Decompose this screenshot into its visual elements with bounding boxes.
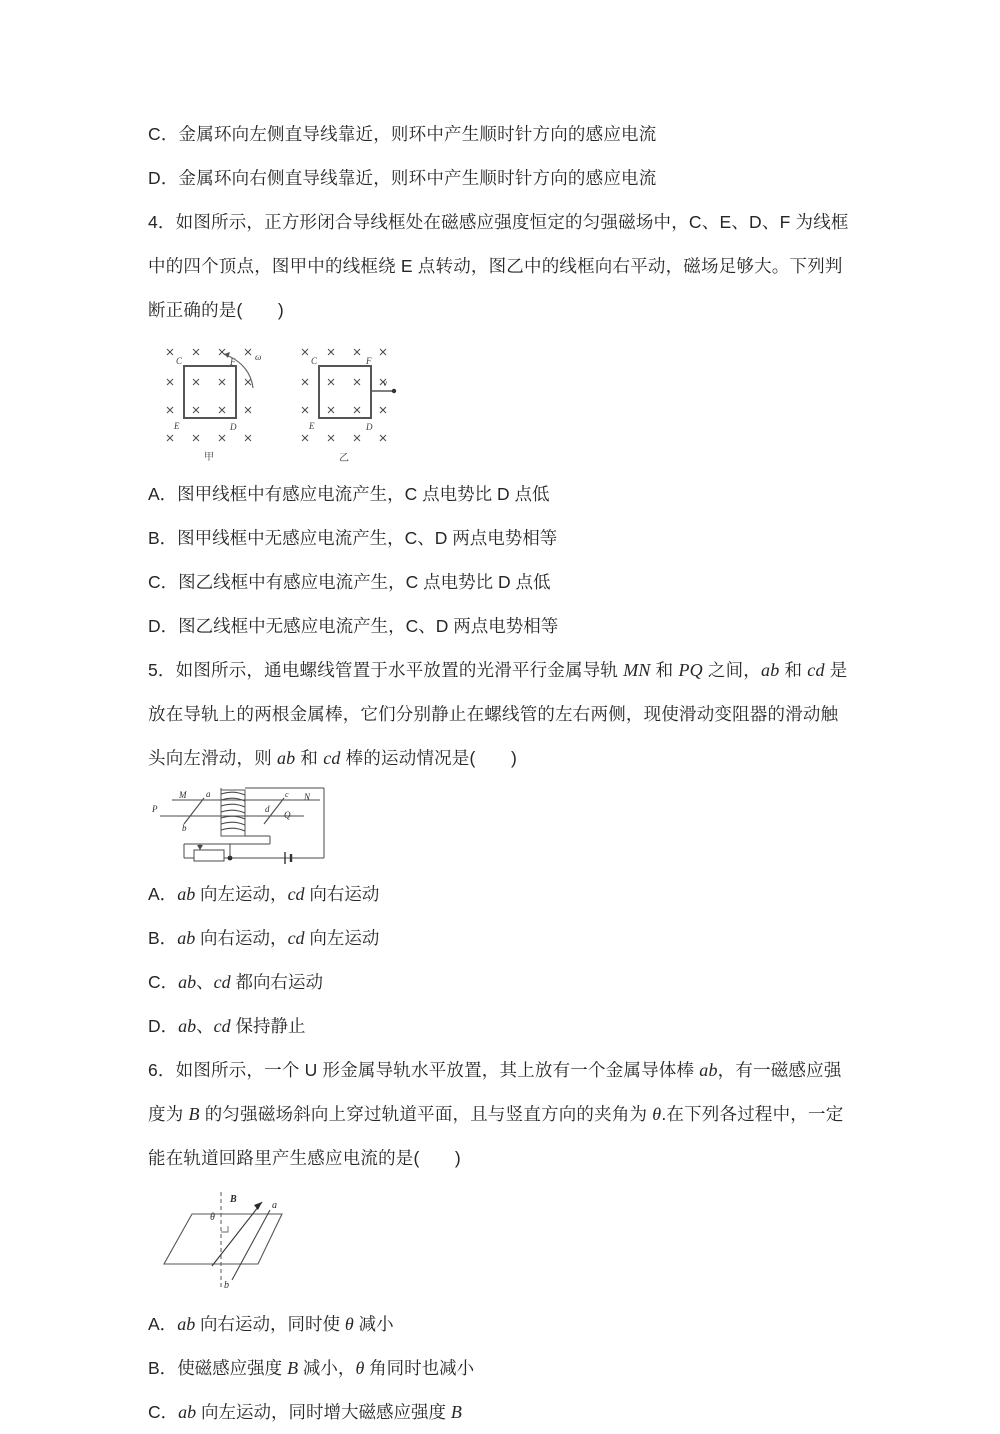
q6-b-tail2: 角同时也减小 [364, 1358, 475, 1378]
label-D-right: D [366, 422, 373, 432]
q6-c-var2: B [450, 1402, 462, 1422]
q5-d-mid: 、 [196, 1016, 214, 1036]
solenoid-circuit-svg [152, 786, 352, 868]
q6-l1-part2: ，有一磁感应强 [717, 1060, 842, 1080]
q5-l3-part1: 头向左滑动，则 [148, 748, 277, 768]
q6-a-var2: θ [344, 1314, 354, 1334]
caption-yi: 乙 [339, 453, 349, 464]
label-Q: Q [284, 810, 291, 820]
q6-var-B: B [188, 1104, 200, 1124]
label-c: c [285, 790, 289, 799]
label-C-left: C [176, 356, 183, 366]
right-angle-marker [221, 1226, 228, 1232]
q6-b-mid: 使磁感应强度 [177, 1358, 288, 1378]
q5-d-tail: 保持静止 [230, 1016, 306, 1036]
q6-c-prefix: C． [148, 1402, 179, 1422]
label-B-field: B [230, 1194, 237, 1205]
option-q6-c [148, 1390, 860, 1434]
q6-l1-part1: 6．如图所示，一个 U 形金属导轨水平放置，其上放有一个金属导体棒 [148, 1060, 700, 1080]
q5-l3-part3: 棒的运动情况是( ) [340, 748, 518, 768]
q5-b-mid: 向右运动， [195, 928, 288, 948]
label-F-left: F [230, 357, 236, 367]
rheostat-slider-arrow [197, 845, 203, 850]
q6-l2-part2: 的匀强磁场斜向上穿过轨道平面，且与竖直方向的夹角为 [199, 1104, 653, 1124]
option-q5-b [148, 916, 860, 960]
question-4-line-1: 4．如图所示，正方形闭合导线框处在磁感应强度恒定的匀强磁场中，C、E、D、F 为线框 [148, 212, 849, 232]
loop-square-left [184, 366, 236, 418]
question-5-line-1 [148, 648, 860, 692]
q6-a-tail: 减小 [353, 1314, 394, 1334]
label-E-left: E [174, 421, 180, 431]
option-q5-c [148, 960, 860, 1004]
q6-var-ab: ab [699, 1060, 718, 1080]
label-omega: ω [255, 352, 262, 362]
q5-b-tail: 向左运动 [304, 928, 380, 948]
q5-l1-part4: 和 [779, 660, 808, 680]
caption-jia: 甲 [204, 452, 214, 463]
q5-b-prefix: B． [148, 928, 178, 948]
option-q5-d [148, 1004, 860, 1048]
q6-b-tail: 减小， [298, 1358, 356, 1378]
label-theta-angle: θ [210, 1212, 215, 1223]
q6-var-theta: θ [652, 1104, 662, 1124]
option-q4-d: D．图乙线框中无感应电流产生，C、D 两点电势相等 [148, 616, 559, 636]
question-4-figure [156, 340, 860, 466]
solenoid-coils [221, 792, 245, 831]
q5-c-var1: ab [178, 972, 197, 992]
label-D-left: D [230, 422, 237, 432]
q5-var-MN: MN [623, 660, 651, 680]
field-arrow-head [254, 1202, 262, 1210]
velocity-arrow-head [392, 389, 396, 393]
q5-var-ab: ab [761, 660, 780, 680]
q5-c-var2: cd [213, 972, 231, 992]
label-a: a [206, 789, 211, 799]
rheostat-body [194, 850, 224, 861]
q5-d-var1: ab [178, 1016, 197, 1036]
q6-c-var1: ab [178, 1402, 197, 1422]
q5-a-mid: 向左运动， [195, 884, 288, 904]
q6-a-prefix: A． [148, 1314, 178, 1334]
rod-ab [184, 798, 204, 824]
label-b-rod: b [224, 1280, 229, 1291]
label-a-rod: a [272, 1200, 277, 1211]
q5-a-prefix: A． [148, 884, 178, 904]
q5-c-prefix: C． [148, 972, 179, 992]
q6-c-mid: 向左运动，同时增大磁感应强度 [196, 1402, 451, 1422]
label-F-right: F [366, 356, 372, 366]
field-loop-diagrams-svg [156, 340, 426, 466]
q5-b-var1: ab [177, 928, 196, 948]
label-b: b [182, 823, 187, 833]
q5-var-cd-2: cd [323, 748, 341, 768]
q6-b-var2: B [287, 1358, 299, 1378]
q6-a-var1: ab [177, 1314, 196, 1334]
option-q6-b [148, 1346, 860, 1390]
question-5-line-2: 放在导轨上的两根金属棒，它们分别静止在螺线管的左右两侧，现使滑动变阻器的滑动触 [148, 704, 839, 724]
label-P: P [152, 804, 158, 814]
label-d: d [265, 804, 270, 814]
rod-ab-line [232, 1210, 270, 1280]
q5-a-var2: cd [287, 884, 305, 904]
u-rail-field-svg [154, 1188, 314, 1296]
option-q3-c: C．金属环向左侧直导线靠近，则环中产生顺时针方向的感应电流 [148, 124, 657, 144]
document-content [148, 112, 860, 1434]
q6-l2-part3: .在下列各过程中，一定 [661, 1104, 844, 1124]
option-q4-a: A．图甲线框中有感应电流产生，C 点电势比 D 点低 [148, 484, 550, 504]
q5-var-PQ: PQ [678, 660, 703, 680]
question-5-line-3 [148, 736, 860, 780]
option-q4-c: C．图乙线框中有感应电流产生，C 点电势比 D 点低 [148, 572, 551, 592]
option-q3-d: D．金属环向右侧直导线靠近，则环中产生顺时针方向的感应电流 [148, 168, 657, 188]
q5-l1-part5: 是 [824, 660, 848, 680]
q5-b-var2: cd [287, 928, 305, 948]
question-4-line-3: 断正确的是( ) [148, 300, 284, 320]
q5-l3-part2: 和 [295, 748, 324, 768]
loop-square-right [319, 366, 371, 418]
label-N: N [304, 792, 311, 802]
question-4-line-2: 中的四个顶点，图甲中的线框绕 E 点转动，图乙中的线框向右平动，磁场足够大。下列判 [148, 256, 843, 276]
q5-a-tail: 向右运动 [304, 884, 380, 904]
option-q6-a [148, 1302, 860, 1346]
label-E-right: E [309, 421, 315, 431]
question-5-figure [152, 786, 860, 868]
q5-var-ab-2: ab [276, 748, 296, 768]
label-v: v [383, 378, 387, 388]
question-6-line-3: 能在轨道回路里产生感应电流的是( ) [148, 1148, 461, 1168]
q6-l2-part1: 度为 [148, 1104, 189, 1124]
question-6-figure [154, 1188, 860, 1296]
label-C-right: C [311, 356, 318, 366]
field-arrow-line [212, 1202, 262, 1266]
q5-l1-part2: 和 [650, 660, 679, 680]
q6-b-prefix: B． [148, 1358, 178, 1378]
q5-c-tail: 都向右运动 [230, 972, 324, 992]
q5-c-mid: 、 [196, 972, 214, 992]
q5-a-var1: ab [177, 884, 196, 904]
q5-d-var2: cd [213, 1016, 231, 1036]
question-6-line-1 [148, 1048, 860, 1092]
q5-d-prefix: D． [148, 1016, 179, 1036]
option-q5-a [148, 872, 860, 916]
q5-l1-part3: 之间， [702, 660, 762, 680]
q5-var-cd: cd [807, 660, 825, 680]
option-q4-b: B．图甲线框中无感应电流产生，C、D 两点电势相等 [148, 528, 558, 548]
q5-l1-part1: 5．如图所示，通电螺线管置于水平放置的光滑平行金属导轨 [148, 660, 624, 680]
label-M: M [179, 790, 187, 800]
question-6-line-2 [148, 1092, 860, 1136]
q6-a-mid: 向右运动，同时使 [195, 1314, 345, 1334]
q6-b-var3: θ [355, 1358, 365, 1378]
